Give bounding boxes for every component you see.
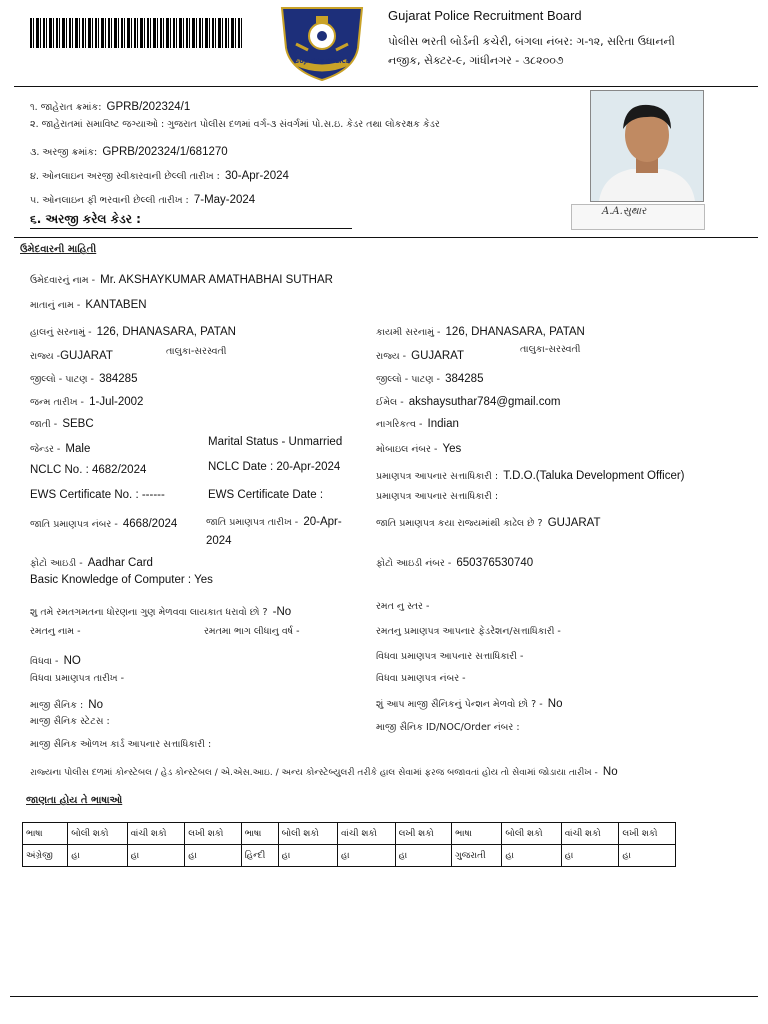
state-value: GUJARAT <box>60 350 113 362</box>
email-value: akshaysuthar784@gmail.com <box>408 396 561 408</box>
district-label: જીલ્લો - પાટણ - <box>30 374 94 385</box>
widow-value: NO <box>63 655 81 667</box>
table-header-cell: વાંચી શકો <box>127 823 185 845</box>
widow-row <box>30 649 81 668</box>
current-address-row <box>30 320 236 339</box>
adv-no-value: GPRB/202324/1 <box>106 101 191 113</box>
caste-label: જાતી - <box>30 419 58 430</box>
caste-cert-date-label: જાતિ પ્રમાણપત્ર તારીખ - <box>206 517 299 528</box>
permanent-address-value: 126, DHANASARA, PATAN <box>445 326 585 338</box>
header-address <box>388 32 698 70</box>
nclc-no-label: NCLC No. : <box>30 464 89 476</box>
adv-no-label: ૧. જાહેરાત ક્રમાંક: <box>30 102 102 113</box>
table-header-cell: ભાષા <box>452 823 502 845</box>
app-no-value: GPRB/202324/1/681270 <box>102 146 228 158</box>
gujarat-police-logo-icon <box>272 4 372 82</box>
exsm-pension-value: No <box>547 698 563 710</box>
mother-value: KANTABEN <box>85 299 147 311</box>
district2-pin-value: 384285 <box>445 373 484 385</box>
mother-row <box>30 293 147 312</box>
district-pin-value: 384285 <box>99 373 138 385</box>
last-date-label: ૪. ઓનલાઇન અરજી સ્વીકારવાની છેલ્લી તારીખ : <box>30 171 220 182</box>
table-header-cell: લખી શકો <box>619 823 676 845</box>
table-cell: હા <box>185 845 242 867</box>
gender-value: Male <box>65 443 91 455</box>
table-cell: હા <box>338 845 396 867</box>
gender-label: જેન્ડર - <box>30 444 61 455</box>
table-cell: હા <box>561 845 619 867</box>
header-title: Gujarat Police Recruitment Board <box>388 8 582 23</box>
table-cell: હા <box>68 845 127 867</box>
photo-id-row <box>30 551 153 570</box>
last-date-row <box>30 164 289 183</box>
dob-value: 1-Jul-2002 <box>89 396 144 408</box>
table-cell: હા <box>127 845 185 867</box>
sports-row <box>30 600 291 619</box>
nationality-row <box>376 412 459 431</box>
table-cell: ગુજરાતી <box>452 845 502 867</box>
exsm-status-label: માજી સૈનિક સ્ટેટસ : <box>30 716 110 727</box>
table-header-cell: વાંચી શકો <box>561 823 619 845</box>
section-title-candidate: ઉમેદવારની માહિતી <box>20 244 97 255</box>
exsm-pension-row <box>376 692 562 711</box>
taluka2-value: તાલુકા-સરસ્વતી <box>520 344 581 355</box>
cadre-label: ૬. અરજી કરેલ કેડર : <box>30 212 141 226</box>
caste-cert-no-label: જાતિ પ્રમાણપત્ર નંબર - <box>30 519 118 530</box>
district2-label: જીલ્લો - પાટણ - <box>376 374 440 385</box>
dob-row <box>30 390 143 409</box>
state2-label: રાજ્ય - <box>376 351 407 362</box>
table-header-cell: લખી શકો <box>185 823 242 845</box>
table-header-cell: બોલી શકો <box>68 823 127 845</box>
table-cell: હા <box>502 845 561 867</box>
current-address-value: 126, DHANASARA, PATAN <box>96 326 236 338</box>
section-divider <box>14 237 758 238</box>
address-line-2: નજીક, સેક્ટર-૯, ગાંધીનગર - ૩૮૨૦૦૭ <box>388 54 564 67</box>
cadre-underline <box>30 228 352 229</box>
service-answer: No <box>602 766 618 778</box>
address-line-1: પોલીસ ભરતી બોર્ડની કચેરી, બંગલા નંબર: ગ-૧૨, સરિતા ઉધાનની <box>388 35 675 48</box>
table-header-cell: ભાષા <box>23 823 68 845</box>
marital-value: Unmarried <box>288 436 343 448</box>
posts-row: ૨. જાહેરાતમાં સમાવિષ્ટ જગ્યાઓ : ગુજરાત પોલીસ દળમાં વર્ગ-૩ સંવર્ગમાં પો.સ.ઇ. કેડર તથા લોકરક્ષક કેડર <box>30 119 440 130</box>
nclc-no-row <box>30 464 146 476</box>
cert-auth-row <box>376 464 685 483</box>
photo-id-value: Aadhar Card <box>87 557 153 569</box>
nclc-date-row <box>208 461 340 473</box>
adv-no-row <box>30 95 190 114</box>
gender-row <box>30 437 90 456</box>
candidate-photo <box>590 90 704 202</box>
nclc-date-label: NCLC Date : <box>208 461 274 473</box>
table-header-cell: લખી શકો <box>395 823 452 845</box>
cert-auth-label: પ્રમાણપત્ર આપનાર સત્તાધિકારી : <box>376 471 499 482</box>
app-no-row <box>30 140 228 159</box>
district2-row <box>376 367 483 386</box>
table-header-cell: બોલી શકો <box>278 823 337 845</box>
ews-no-value: ------ <box>141 489 165 501</box>
last-date-value: 30-Apr-2024 <box>224 170 289 182</box>
cert-auth-value: T.D.O.(Taluka Development Officer) <box>503 470 685 482</box>
sports-question: શુ તમે રમતગમતના ધોરણના ગુણ મેળવવા લાયકાત ધરાવો છો ? <box>30 607 268 618</box>
fee-date-row <box>30 188 255 207</box>
widow-no-label: વિધવા પ્રમાણપત્ર નંબર - <box>376 673 466 684</box>
table-cell: હા <box>278 845 337 867</box>
table-cell: હિન્દી <box>241 845 278 867</box>
widow-auth-label: વિધવા પ્રમાણપત્ર આપનાર સત્તાધિકારી - <box>376 651 524 662</box>
table-row <box>23 845 676 867</box>
name-label: ઉમેદવારનું નામ - <box>30 275 96 286</box>
footer-divider <box>10 996 758 997</box>
service-question: રાજ્યના પોલીસ દળમાં કોન્સ્ટેબલ / હેડ કોન્સ્ટેબલ / એ.એસ.આઇ. / અન્ય કોન્સ્ટેબ્યુલરી તરીકે હાલ સેવામાં ફરજ બજાવતાં હોય તો સેવામાં જોડાયા તારીખ - <box>30 768 598 778</box>
photo-id-no-label: ફોટો આઇડી નંબર - <box>376 558 452 569</box>
state2-row <box>376 344 464 363</box>
mobile-label: મોબાઇલ નંબર - <box>376 444 438 455</box>
caste-cert-state-value: GUJARAT <box>547 517 601 529</box>
photo-id-label: ફોટો આઇડી - <box>30 558 83 569</box>
caste-value: SEBC <box>62 418 94 430</box>
caste-row <box>30 412 94 431</box>
computer-value: Yes <box>194 574 213 586</box>
service-row <box>30 760 618 779</box>
sports-answer: -No <box>272 606 292 618</box>
caste-cert-date-row <box>206 512 366 549</box>
ews-date-label: EWS Certificate Date : <box>208 489 324 501</box>
exsm-id-label-text: માજી સૈનિક ID/NOC/Order નંબર : <box>376 722 520 733</box>
exsm-value: No <box>88 699 103 711</box>
caste-cert-state-label: જાતિ પ્રમાણપત્ર કયા રાજ્યમાંથી કાઢેલ છે ? <box>376 518 543 529</box>
table-cell: હા <box>395 845 452 867</box>
dob-label: જન્મ તારીખ - <box>30 397 84 408</box>
district-row <box>30 367 137 386</box>
ews-no-label: EWS Certificate No. : <box>30 489 139 501</box>
exsm-id-label <box>376 715 520 734</box>
exsm-card-label: માજી સૈનિક ઓળખ કાર્ડ આપનાર સત્તાધિકારી : <box>30 739 212 750</box>
name-row <box>30 268 333 287</box>
mobile-row <box>376 437 461 456</box>
name-value: Mr. AKSHAYKUMAR AMATHABHAI SUTHAR <box>100 274 333 286</box>
exsm-row <box>30 693 103 712</box>
fee-date-value: 7-May-2024 <box>193 194 256 206</box>
logo-text: GUJARAT POLICE <box>294 58 350 65</box>
permanent-address-row <box>376 320 585 339</box>
caste-cert-state-row <box>376 511 601 530</box>
widow-label: વિધવા - <box>30 656 59 667</box>
nationality-value: Indian <box>427 418 459 430</box>
table-cell: અંગ્રેજી <box>23 845 68 867</box>
barcode-icon <box>30 18 242 48</box>
email-row <box>376 390 560 409</box>
current-address-label: હાલનું સરનામું - <box>30 327 92 338</box>
person-icon <box>591 91 703 201</box>
email-label: ઈમેલ - <box>376 397 404 408</box>
ews-no-row <box>30 489 165 501</box>
sport-auth-label: રમતનુ પ્રમાણપત્ર આપનાર ફેડરેશન/સત્તાધિકારી - <box>376 626 561 637</box>
mobile-value: Yes <box>442 443 462 455</box>
caste-cert-no-row <box>30 512 177 531</box>
marital-row <box>208 436 342 448</box>
languages-table <box>22 822 676 867</box>
marital-label: Marital Status - <box>208 436 286 448</box>
sport-name-label: રમતનુ નામ - <box>30 626 81 637</box>
computer-label: Basic Knowledge of Computer : <box>30 574 192 586</box>
mother-label: માતાનું નામ - <box>30 300 81 311</box>
photo-id-no-row <box>376 551 533 570</box>
widow-date-label: વિધવા પ્રમાણપત્ર તારીખ - <box>30 673 125 684</box>
table-header-cell: વાંચી શકો <box>338 823 396 845</box>
fee-date-label: ૫. ઓનલાઇન ફી ભરવાની છેલ્લી તારીખ : <box>30 195 189 206</box>
nclc-no-value: 4682/2024 <box>92 464 147 476</box>
state-label: રાજ્ય - <box>30 351 61 362</box>
caste-cert-date-value: 20-Apr-2024 <box>206 516 342 547</box>
taluka-value: તાલુકા-સરસ્વતી <box>166 346 227 357</box>
exsm-pension-label: શું આપ માજી સૈનિકનું પેન્શન મેળવો છો ? - <box>376 699 543 710</box>
caste-cert-no-value: 4668/2024 <box>122 518 178 530</box>
nationality-label: નાગરિકત્વ - <box>376 419 423 430</box>
header-divider <box>14 86 758 87</box>
state-row <box>30 344 113 363</box>
ews-auth-label: પ્રમાણપત્ર આપનાર સત્તાધિકારી : <box>376 491 499 502</box>
exsm-label: માજી સૈનિક : <box>30 700 84 711</box>
sport-year-label: રમતમા ભાગ લીધાનુ વર્ષ - <box>204 626 300 637</box>
table-header-row <box>23 823 676 845</box>
photo-id-no-value: 650376530740 <box>456 557 534 569</box>
sports-level-label: રમત નુ સ્તર - <box>376 601 430 612</box>
section-title-languages: જાણતા હોય તે ભાષાઓ <box>26 795 123 806</box>
computer-row <box>30 574 213 586</box>
permanent-address-label: કાયમી સરનામું - <box>376 327 441 338</box>
signature-text: A.A.સુથાર <box>602 206 647 217</box>
app-no-label: ૩. અરજી ક્રમાંક: <box>30 147 98 158</box>
table-header-cell: ભાષા <box>241 823 278 845</box>
state2-value: GUJARAT <box>411 350 464 362</box>
table-cell: હા <box>619 845 676 867</box>
table-header-cell: બોલી શકો <box>502 823 561 845</box>
nclc-date-value: 20-Apr-2024 <box>276 461 341 473</box>
